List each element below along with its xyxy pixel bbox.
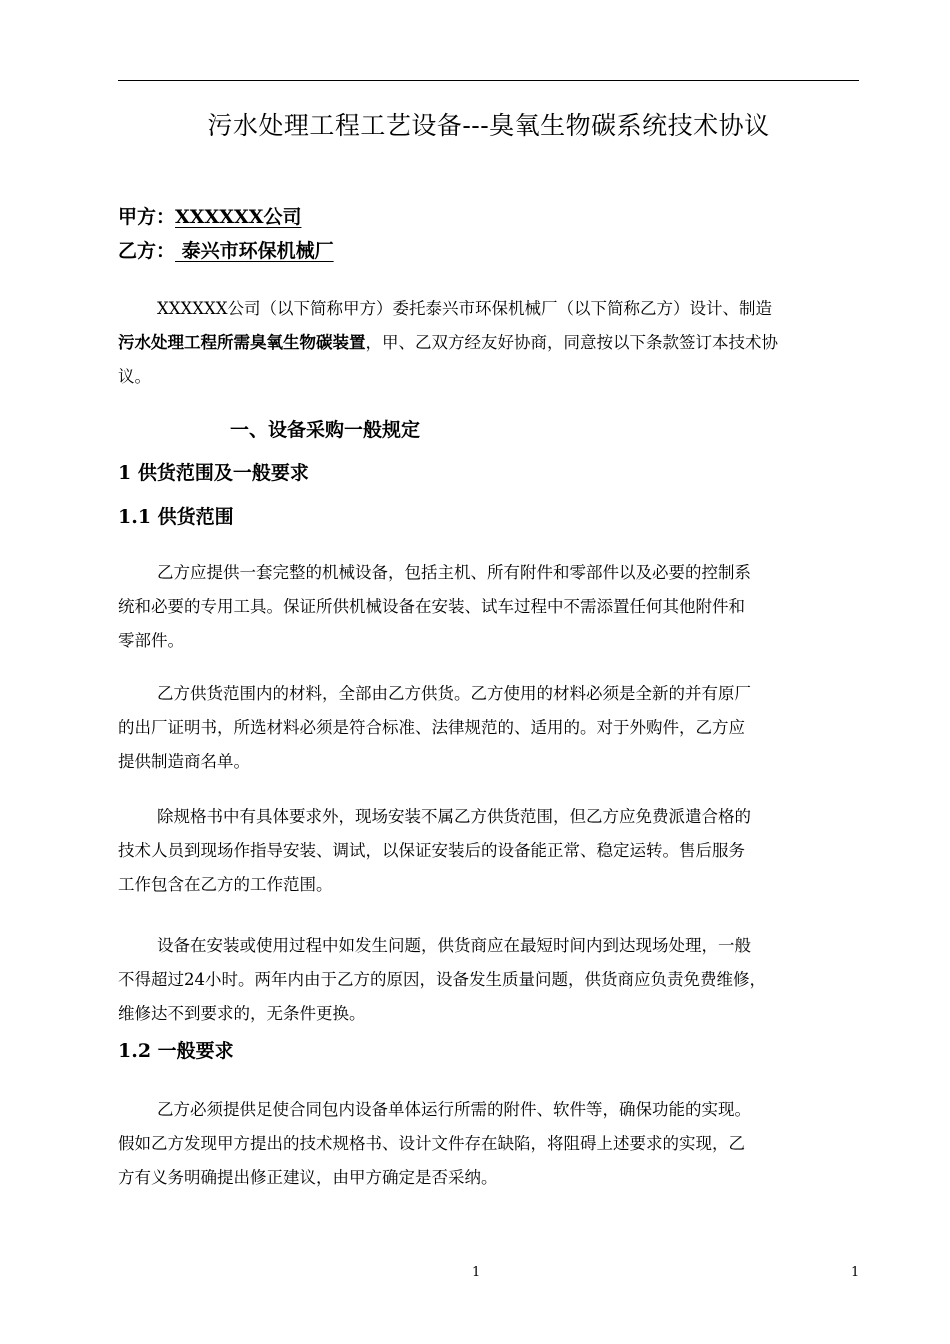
paragraph-line: 乙方应提供一套完整的机械设备，包括主机、所有附件和零部件以及必要的控制系 bbox=[157, 563, 751, 582]
paragraph-line: 假如乙方发现甲方提出的技术规格书、设计文件存在缺陷，将阻碍上述要求的实现，乙 bbox=[118, 1134, 745, 1153]
heading-1-1: 1.1 供货范围 bbox=[118, 506, 234, 528]
intro-line: 议。 bbox=[118, 367, 151, 386]
page-number-center: 1 bbox=[472, 1265, 481, 1280]
intro-bold-text: 污水处理工程所需臭氧生物碳装置 bbox=[118, 333, 366, 352]
paragraph-line: 除规格书中有具体要求外，现场安装不属乙方供货范围，但乙方应免费派遣合格的 bbox=[157, 807, 751, 826]
paragraph-3 bbox=[118, 801, 870, 903]
header-rule bbox=[118, 80, 859, 81]
paragraph-line: 工作包含在乙方的工作范围。 bbox=[118, 875, 333, 894]
party-b-label: 乙方： bbox=[118, 240, 176, 262]
party-b bbox=[118, 236, 334, 266]
heading-1: 1 供货范围及一般要求 bbox=[118, 462, 309, 484]
paragraph-line: 维修达不到要求的，无条件更换。 bbox=[118, 1004, 366, 1023]
paragraph-line: 设备在安装或使用过程中如发生问题，供货商应在最短时间内到达现场处理，一般 bbox=[157, 936, 751, 955]
paragraph-line: 统和必要的专用工具。保证所供机械设备在安装、试车过程中不需添置任何其他附件和 bbox=[118, 597, 745, 616]
party-a-label: 甲方： bbox=[118, 206, 176, 228]
page-number-right: 1 bbox=[851, 1265, 860, 1280]
party-b-value: 泰兴市环保机械厂 bbox=[175, 240, 334, 262]
section-heading: 一、设备采购一般规定 bbox=[230, 419, 421, 441]
paragraph-line: 方有义务明确提出修正建议，由甲方确定是否采纳。 bbox=[118, 1168, 498, 1187]
paragraph-line: 不得超过24小时。两年内由于乙方的原因，设备发生质量问题，供货商应负责免费维修， bbox=[118, 970, 766, 989]
paragraph-2 bbox=[118, 678, 870, 780]
paragraph-5 bbox=[118, 1094, 870, 1196]
party-a bbox=[118, 202, 301, 232]
intro-text: ，甲、乙双方经友好协商，同意按以下条款签订本技术协 bbox=[365, 333, 778, 352]
document-title: 污水处理工程工艺设备---臭氧生物碳系统技术协议 bbox=[207, 111, 770, 140]
paragraph-line: 零部件。 bbox=[118, 631, 184, 650]
intro-line bbox=[118, 327, 870, 361]
paragraph-line: 乙方必须提供足使合同包内设备单体运行所需的附件、软件等，确保功能的实现。 bbox=[157, 1100, 751, 1119]
paragraph-line: 的出厂证明书，所选材料必须是符合标准、法律规范的、适用的。对于外购件，乙方应 bbox=[118, 718, 745, 737]
intro-paragraph bbox=[118, 293, 870, 395]
paragraph-line: 乙方供货范围内的材料，全部由乙方供货。乙方使用的材料必须是全新的并有原厂 bbox=[157, 684, 751, 703]
heading-1-2: 1.2 一般要求 bbox=[118, 1040, 234, 1062]
paragraph-1 bbox=[118, 557, 870, 659]
paragraph-4 bbox=[118, 930, 870, 1032]
paragraph-line: 技术人员到现场作指导安装、调试，以保证安装后的设备能正常、稳定运转。售后服务 bbox=[118, 841, 745, 860]
intro-line: XXXXXX公司（以下简称甲方）委托泰兴市环保机械厂（以下简称乙方）设计、制造 bbox=[157, 299, 772, 318]
paragraph-line: 提供制造商名单。 bbox=[118, 752, 250, 771]
party-a-value: XXXXXX公司 bbox=[175, 206, 302, 228]
